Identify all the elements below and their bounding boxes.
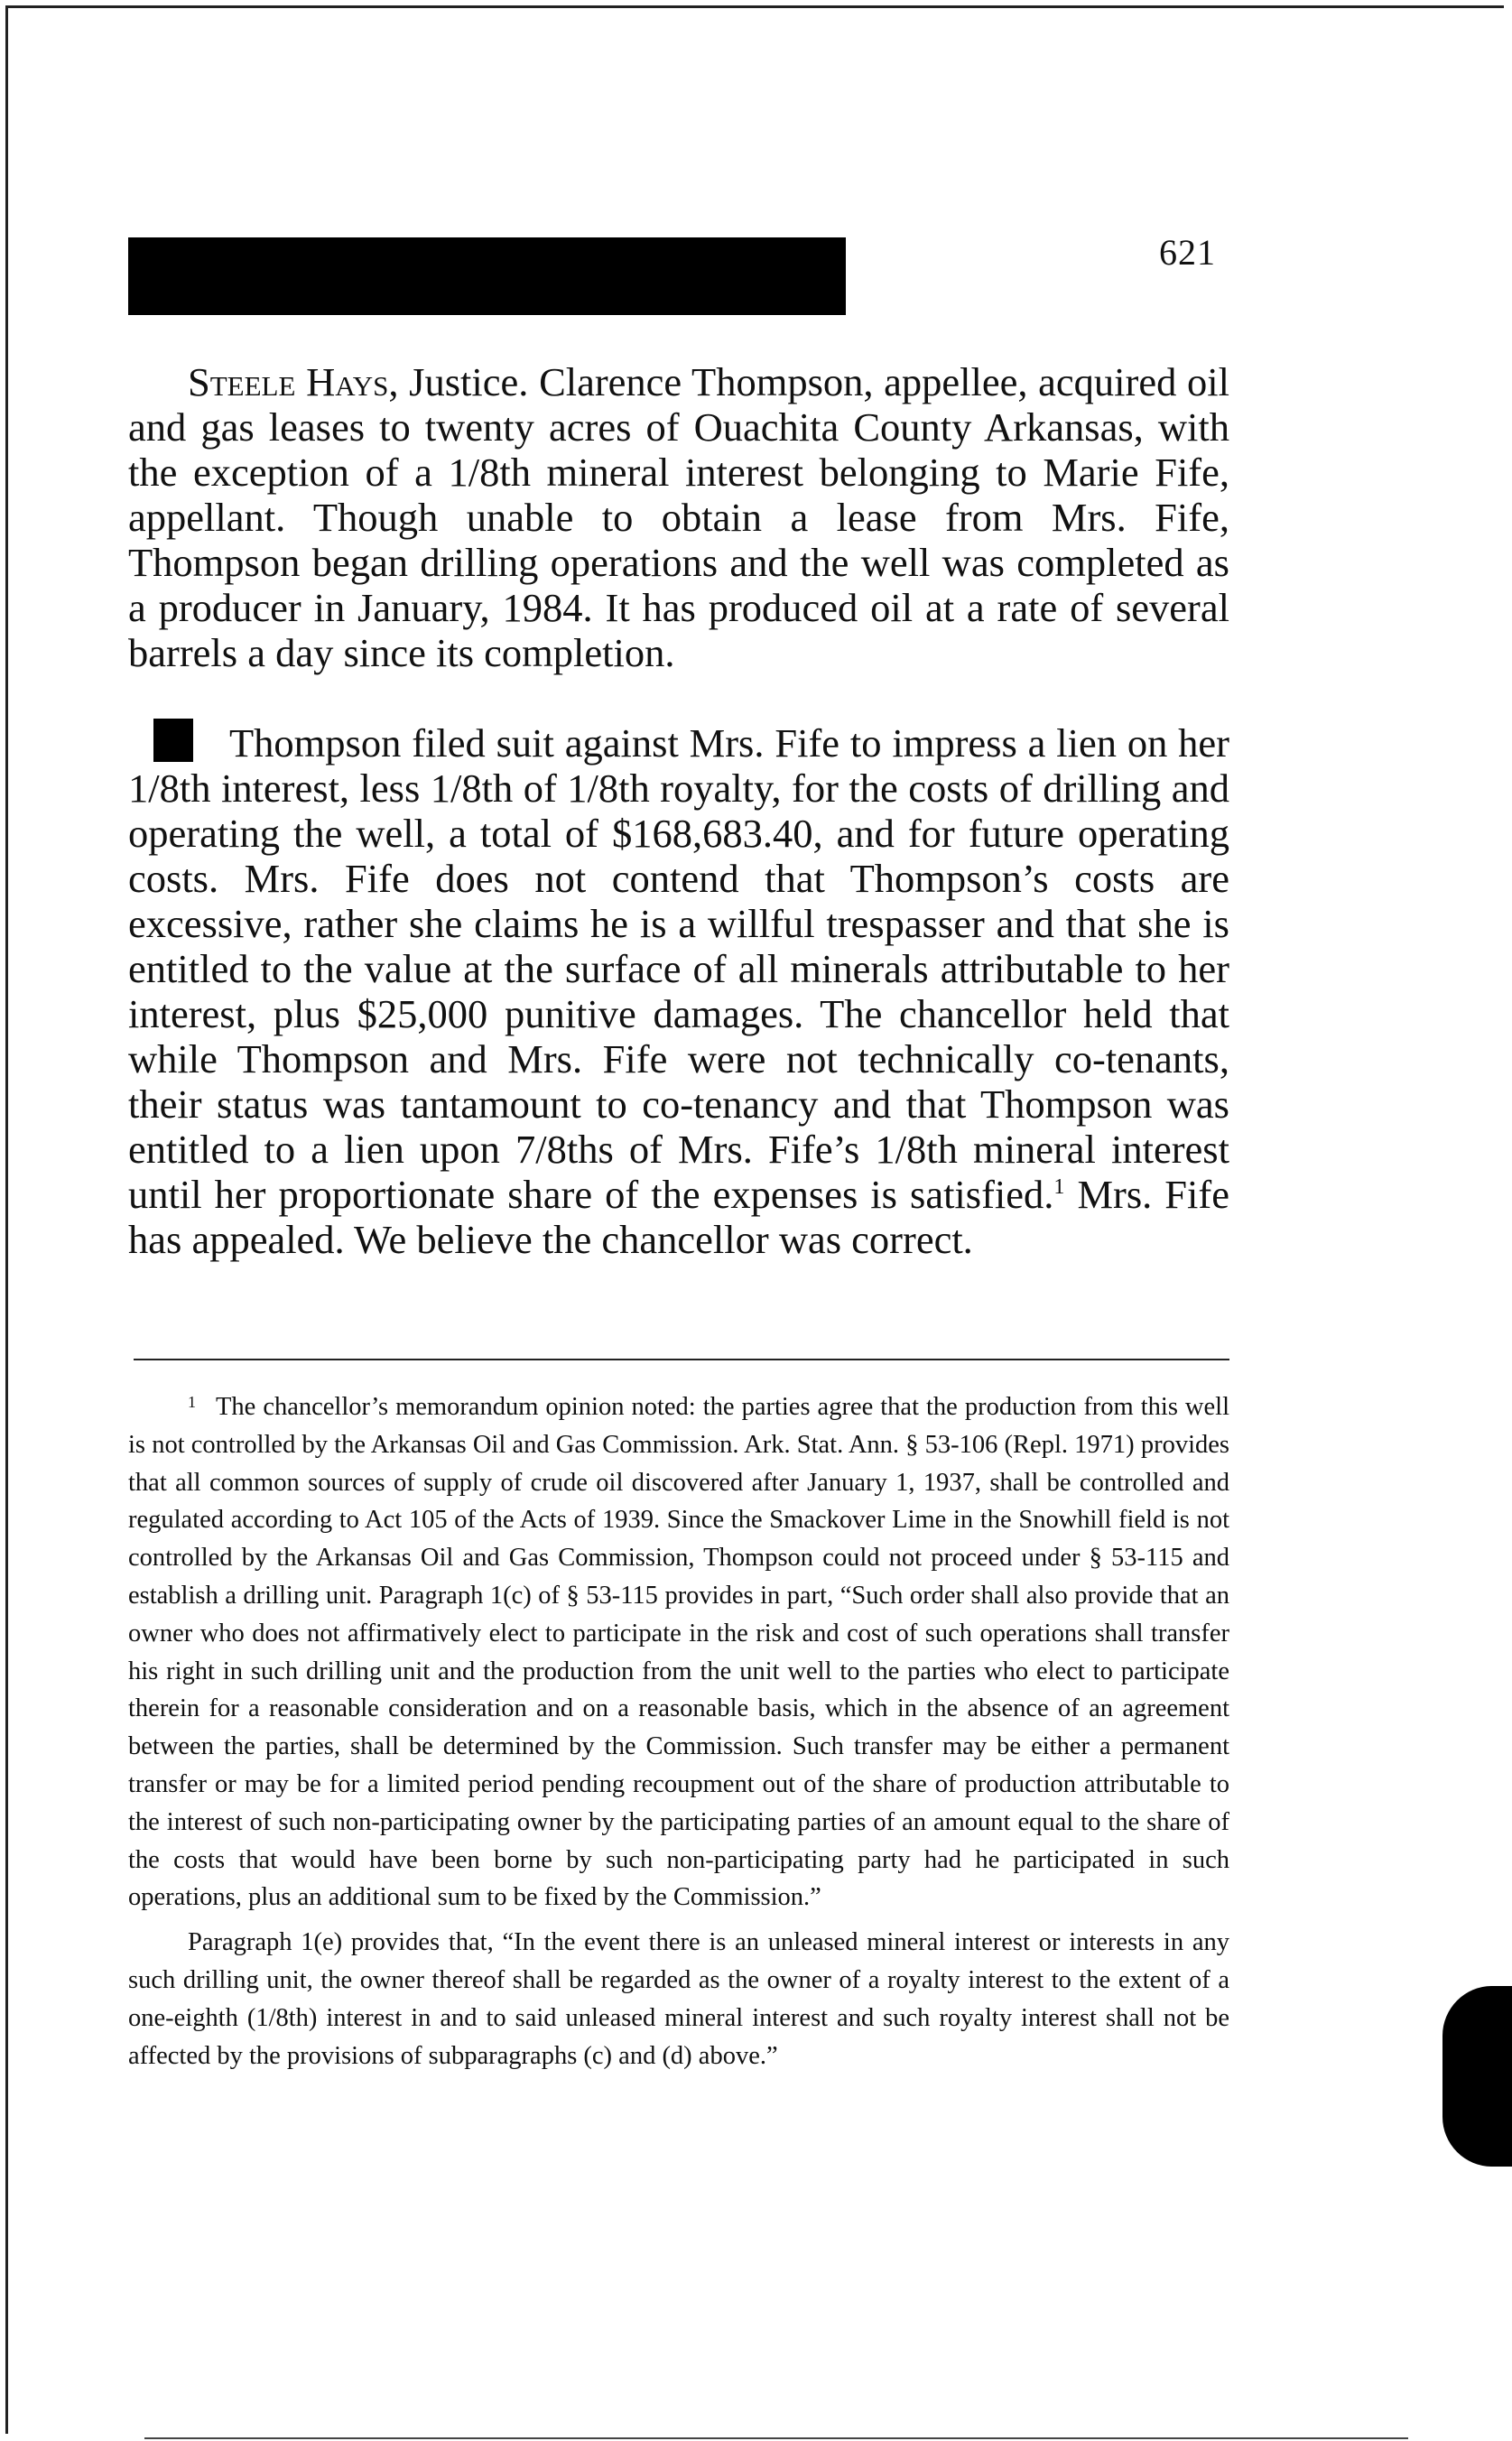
footnote-1-continued-text: Paragraph 1(e) provides that, “In the event there is an unleased mineral interest or interests in any such drilling unit, the owner thereof shall be regarded as the owner of a royalty interest to the extent of a one-eighth (1/8th) interest in and to said unleased mineral interest and such royalty interest shall not be affected by the provisions of subparagraphs (c) and (d) above.”: [128, 1928, 1229, 2070]
footnote-divider: [134, 1359, 1229, 1360]
footnote-1: [128, 1388, 1229, 1917]
opinion-body: [128, 359, 1229, 1262]
page-number: 621: [1159, 232, 1216, 273]
footnote-reference[interactable]: 1: [1053, 1175, 1065, 1199]
opinion-paragraph-2: [128, 719, 1229, 1262]
footnotes: [128, 1388, 1229, 2074]
author-name: Steele Hays: [188, 359, 389, 404]
footnote-1-continued: [128, 1924, 1229, 2074]
redacted-header-bar: [128, 237, 846, 315]
scan-edge-mark: [1442, 1986, 1512, 2167]
paragraph-2-text: Thompson filed suit against Mrs. Fife to impress a lien on her 1/8th interest, less 1/8th of 1/8th royalty, for the costs of drilling and operating the well, a total of $168,683.40, and for future operating costs. Mrs. Fife does not contend that Thompson’s costs are excessive, rather she claims he is a willful trespasser and that she is entitled to the value at the surface of all minerals attributable to her interest, plus $25,000 punitive damages. The chancellor held that while Thompson and Mrs. Fife were not technically co-tenants, their status was tantamount to co-tenancy and that Thompson was entitled to a lien upon 7/8ths of Mrs. Fife’s 1/8th mineral interest until her proportionate share of the expenses is satisfied.: [128, 720, 1229, 1217]
author-title: , Justice.: [388, 359, 529, 404]
bottom-edge-line: [144, 2437, 1408, 2439]
paragraph-1-text: Clarence Thompson, appellee, acquired oil and gas leases to twenty acres of Ouachita County Arkansas, with the exception of a 1/8th mineral interest belonging to Marie Fife, appellant. Though unable to obtain a lease from Mrs. Fife, Thompson began drilling operations and the well was completed as a producer in January, 1984. It has produced oil at a rate of several barrels a day since its completion.: [128, 359, 1229, 675]
footnote-1-text: The chancellor’s memorandum opinion noted: the parties agree that the production from this well is not controlled by the Arkansas Oil and Gas Commission. Ark. Stat. Ann. § 53-106 (Repl. 1971) provides that all common sources of supply of crude oil discovered after January 1, 1937, shall be controlled and regulated according to Act 105 of the Acts of 1939. Since the Smackover Lime in the Snowhill field is not controlled by the Arkansas Oil and Gas Commission, Thompson could not proceed under § 53-115 and establish a drilling unit. Paragraph 1(c) of § 53-115 provides in part, “Such order shall also provide that an owner who does not affirmatively elect to participate in the risk and cost of such operations shall transfer his right in such drilling unit and the production from the unit well to the parties who elect to participate therein for a reasonable consideration and on a reasonable basis, which in the absence of an agreement between the parties, shall be determined by the Commission. Such transfer may be either a permanent transfer or may be for a limited period pending recoupment out of the share of production attributable to the interest of such non-participating owner by the participating parties of an amount equal to the share of the costs that would have been borne by such non-participating party had he participated in such operations, plus an additional sum to be fixed by the Commission.”: [128, 1393, 1229, 1912]
paragraph-2-text-end: Mrs. Fife has appealed. We believe the chancellor was correct.: [128, 1172, 1229, 1262]
redacted-paragraph-marker: [153, 719, 193, 762]
opinion-paragraph-1: [128, 359, 1229, 675]
footnote-marker: 1: [188, 1393, 196, 1411]
